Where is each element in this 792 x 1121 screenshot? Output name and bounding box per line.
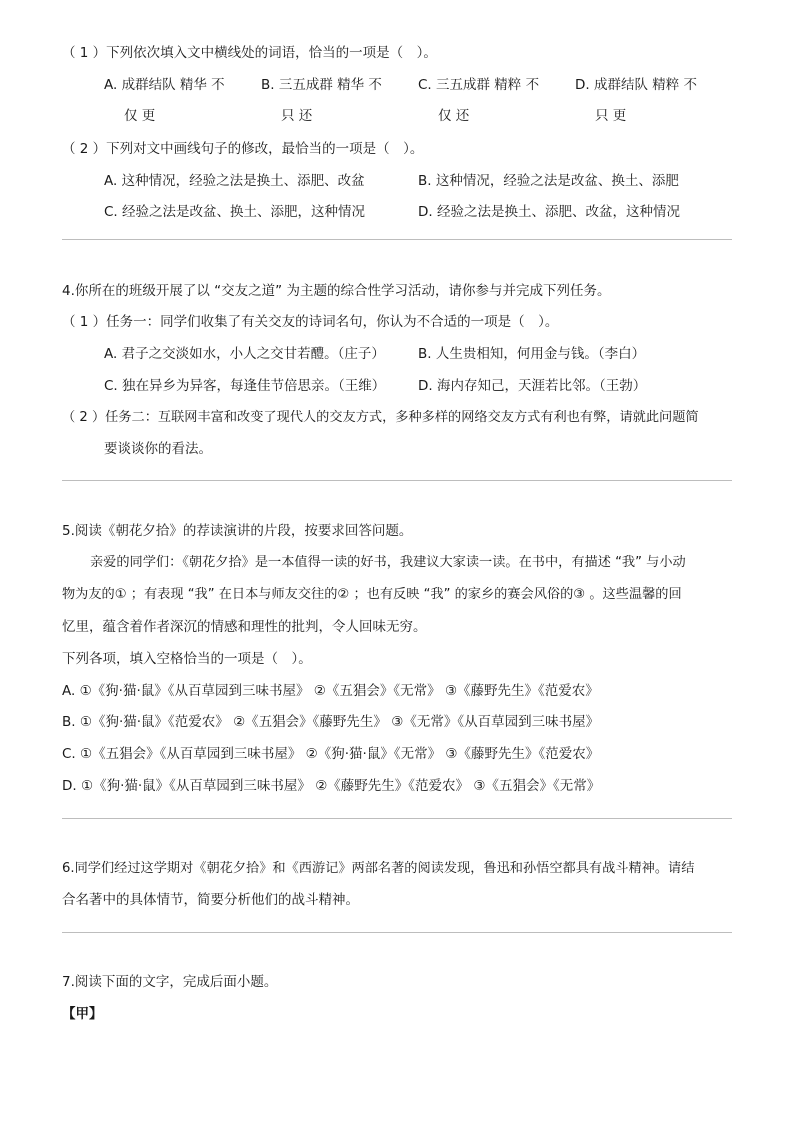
q3-sub2-option-a[interactable]: A. 这种情况，经验之法是换土、添肥、改盆 bbox=[104, 173, 365, 189]
q3-sub1-option-b-line1[interactable]: B. 三五成群 精华 不 bbox=[261, 77, 382, 93]
q3-sub1-option-c-line2: 仅 还 bbox=[438, 108, 470, 124]
q5-option-a[interactable]: A. ①《狗·猫·鼠》《从百草园到三味书屋》 ②《五猖会》《无常》 ③《藤野先生》《范爱农》 bbox=[62, 683, 599, 699]
answer-divider-4 bbox=[62, 932, 732, 933]
q5-option-c[interactable]: C. ①《五猖会》《从百草园到三味书屋》 ②《狗·猫·鼠》《无常》 ③《藤野先生》《范爱农》 bbox=[62, 746, 600, 762]
q5-passage-line1: 亲爱的同学们：《朝花夕拾》是一本值得一读的好书，我建议大家读一读。在书中，有描述 “我” 与小动 bbox=[90, 555, 686, 570]
q7-stem: 7.阅读下面的文字，完成后面小题。 bbox=[62, 974, 278, 990]
q3-sub1-option-b-line2: 只 还 bbox=[281, 108, 313, 124]
q6-line1: 6.同学们经过这学期对《朝花夕拾》和《西游记》两部名著的阅读发现，鲁迅和孙悟空都具有战斗精神。请结 bbox=[62, 861, 695, 876]
q4-sub2-line1: （ 2 ）任务二：互联网丰富和改变了现代人的交友方式，多种多样的网络交友方式有利也有弊，请就此问题简 bbox=[62, 410, 699, 425]
q5-option-b[interactable]: B. ①《狗·猫·鼠》《范爱农》 ②《五猖会》《藤野先生》 ③《无常》《从百草园到三味书屋》 bbox=[62, 714, 600, 730]
q4-sub1-option-a[interactable]: A. 君子之交淡如水，小人之交甘若醴。（庄子） bbox=[104, 346, 385, 362]
q5-option-d[interactable]: D. ①《狗·猫·鼠》《从百草园到三味书屋》 ②《藤野先生》《范爱农》 ③《五猖会》《无常》 bbox=[62, 778, 601, 794]
q3-sub2-option-b[interactable]: B. 这种情况，经验之法是改盆、换土、添肥 bbox=[418, 173, 679, 189]
q4-sub1-stem: （ 1 ）任务一：同学们收集了有关交友的诗词名句，你认为不合适的一项是（ ）。 bbox=[62, 314, 559, 330]
answer-divider-1 bbox=[62, 239, 732, 240]
q4-sub1-option-b[interactable]: B. 人生贵相知，何用金与钱。（李白） bbox=[418, 346, 646, 362]
q4-sub1-option-c[interactable]: C. 独在异乡为异客，每逢佳节倍思亲。（王维） bbox=[104, 378, 386, 394]
q5-passage-line3: 忆里，蕴含着作者深沉的情感和理性的批判，令人回味无穷。 bbox=[62, 619, 427, 635]
q3-sub1-option-a-line2: 仅 更 bbox=[124, 108, 156, 124]
q3-sub1-option-d-line1[interactable]: D. 成群结队 精粹 不 bbox=[575, 77, 698, 93]
q5-passage-line2: 物为友的① ；有表现 “我” 在日本与师友交往的② ；也有反映 “我” 的家乡的赛会风俗的③ 。这些温馨的回 bbox=[62, 587, 682, 602]
q3-sub1-stem: （ 1 ）下列依次填入文中横线处的词语，恰当的一项是（ ）。 bbox=[62, 45, 437, 61]
q3-sub1-option-d-line2: 只 更 bbox=[595, 108, 627, 124]
q5-question: 下列各项，填入空格恰当的一项是（ ）。 bbox=[62, 651, 312, 667]
answer-divider-3 bbox=[62, 818, 732, 819]
q4-sub1-option-d[interactable]: D. 海内存知己，天涯若比邻。（王勃） bbox=[418, 378, 647, 394]
q4-stem: 4.你所在的班级开展了以 “交友之道” 为主题的综合性学习活动，请你参与并完成下列任务。 bbox=[62, 283, 611, 299]
q3-sub1-option-a-line1[interactable]: A. 成群结队 精华 不 bbox=[104, 77, 225, 93]
q7-passage-label: 【甲】 bbox=[62, 1006, 103, 1022]
q4-sub2-line2: 要谈谈你的看法。 bbox=[104, 441, 212, 457]
q5-stem: 5.阅读《朝花夕拾》的荐读演讲的片段，按要求回答问题。 bbox=[62, 523, 413, 539]
q3-sub2-option-d[interactable]: D. 经验之法是换土、添肥、改盆，这种情况 bbox=[418, 204, 680, 220]
q3-sub1-option-c-line1[interactable]: C. 三五成群 精粹 不 bbox=[418, 77, 540, 93]
q3-sub2-option-c[interactable]: C. 经验之法是改盆、换土、添肥，这种情况 bbox=[104, 204, 366, 220]
q6-line2: 合名著中的具体情节，简要分析他们的战斗精神。 bbox=[62, 892, 359, 908]
answer-divider-2 bbox=[62, 480, 732, 481]
q3-sub2-stem: （ 2 ）下列对文中画线句子的修改，最恰当的一项是（ ）。 bbox=[62, 141, 424, 157]
